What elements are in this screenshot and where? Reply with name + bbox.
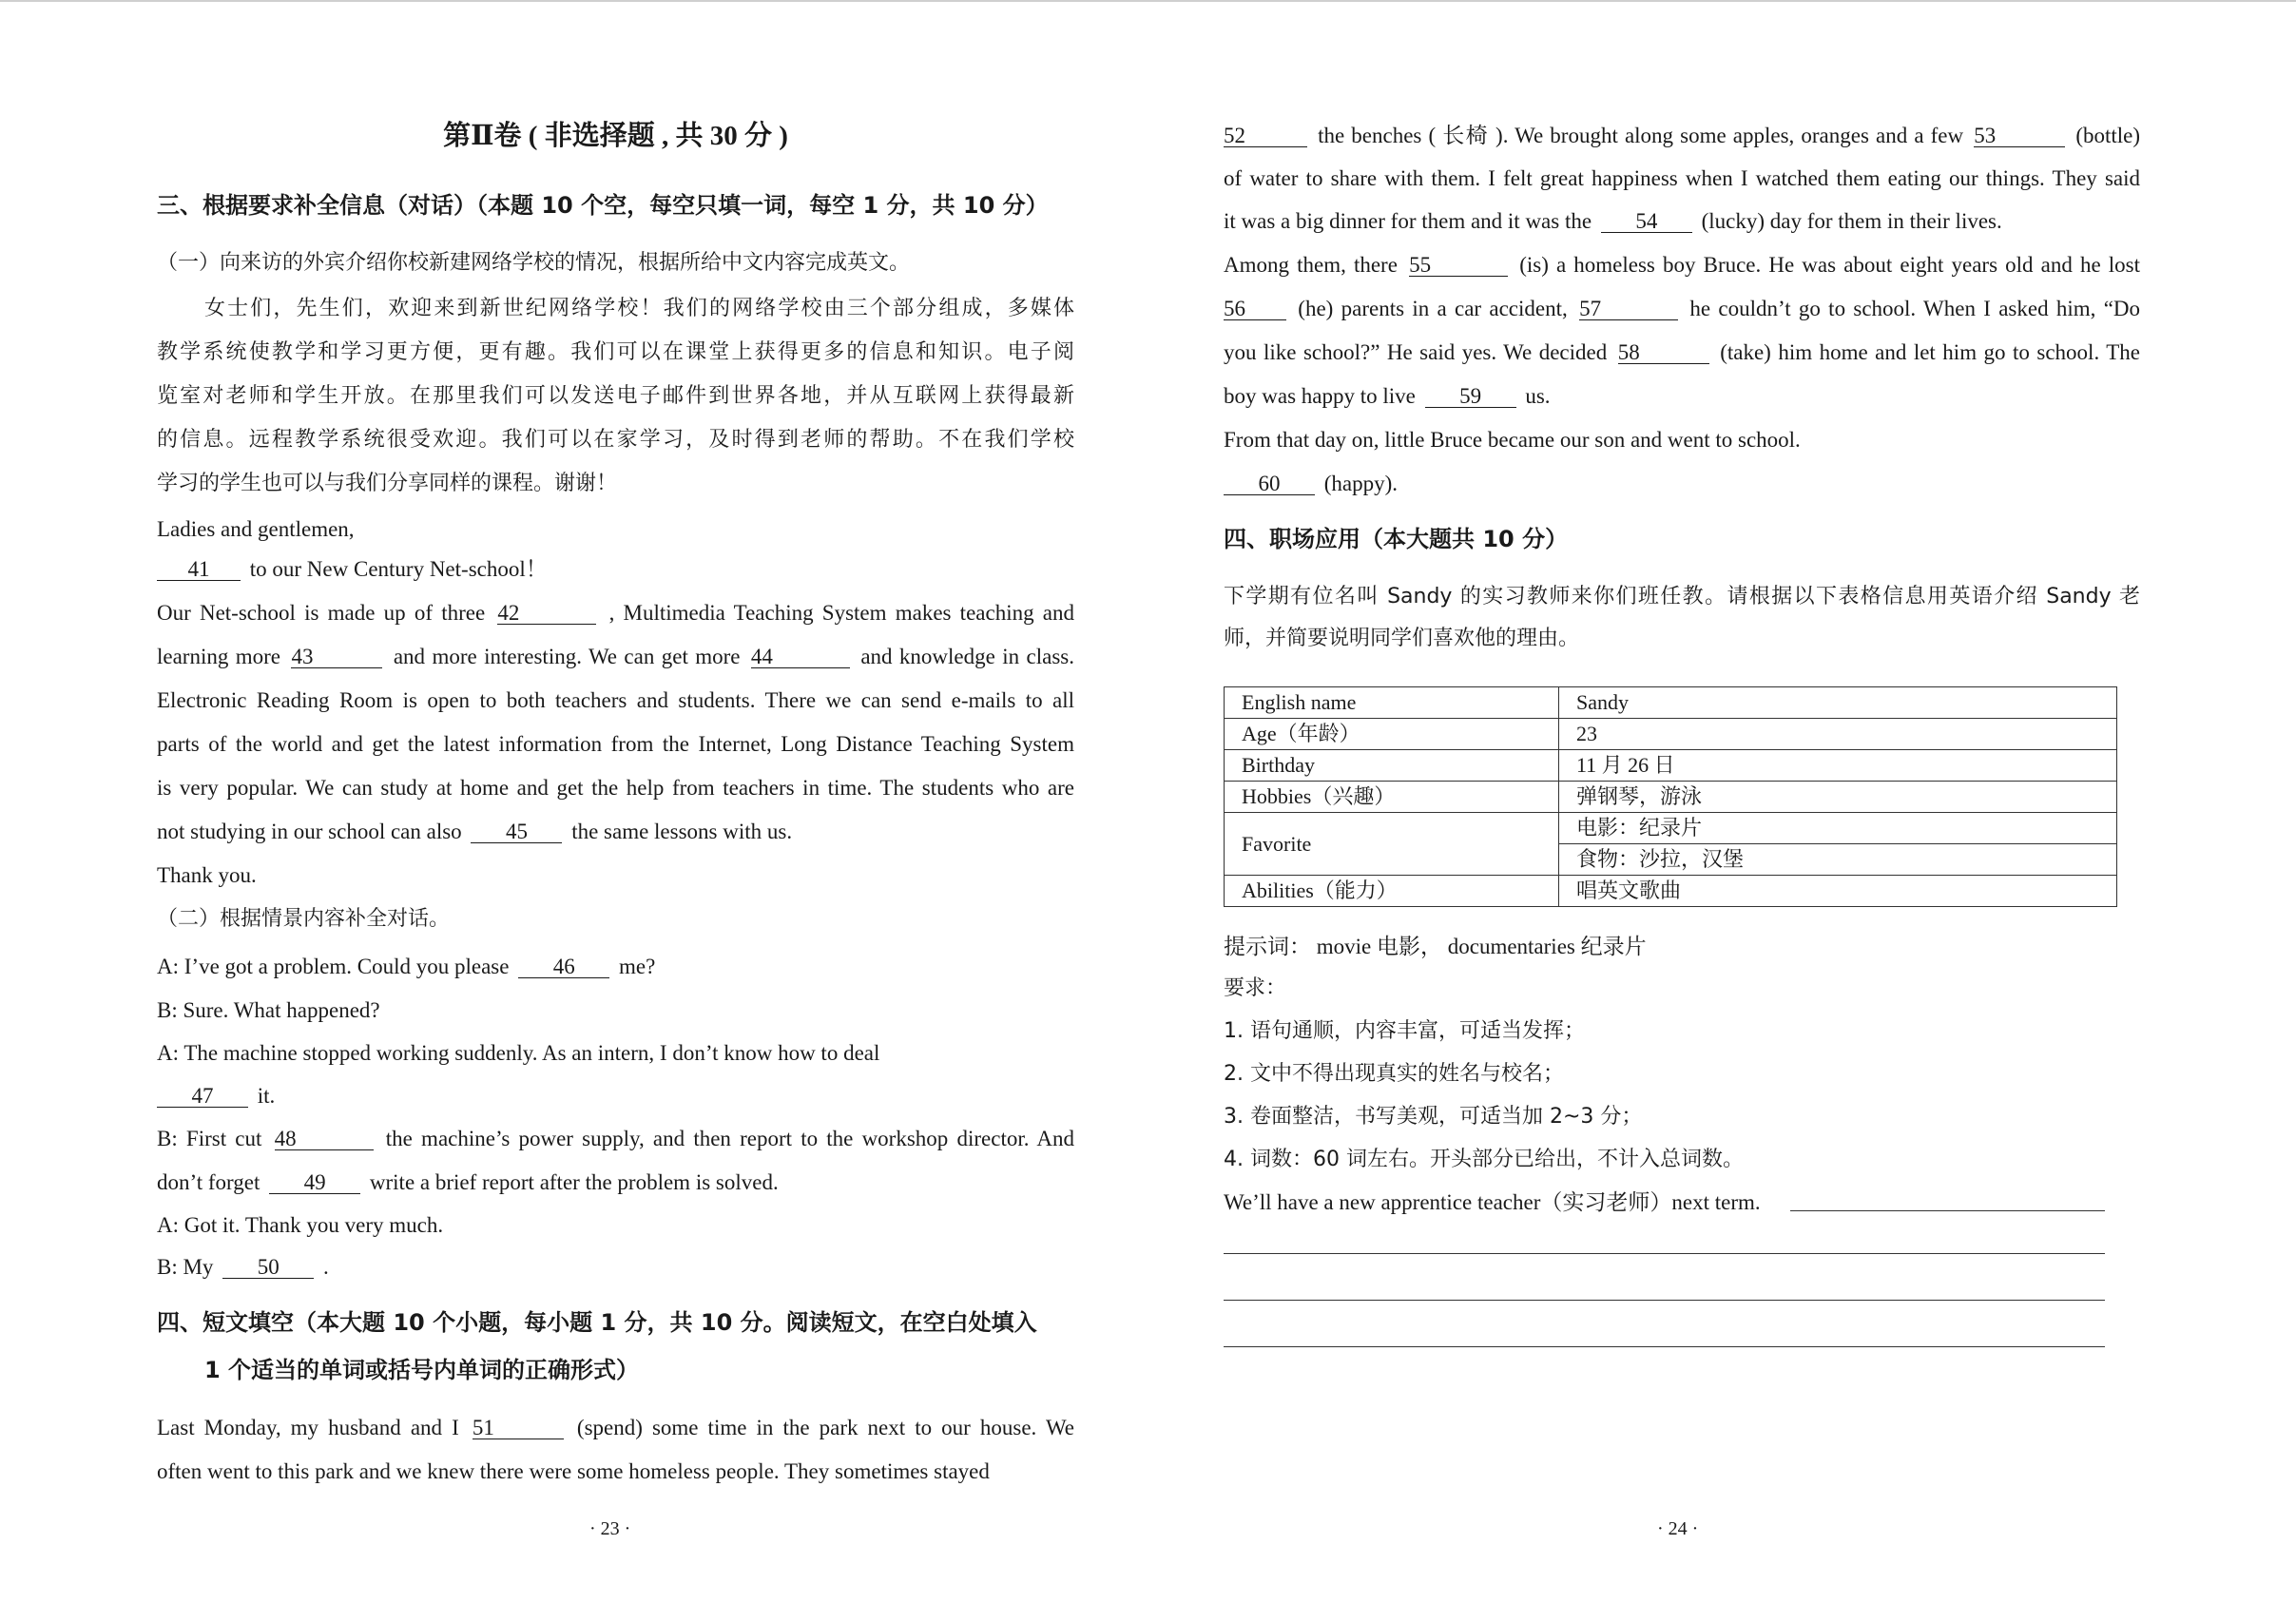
- passage-line-60: 60 (happy).: [1224, 470, 2140, 498]
- english-name-value: Sandy: [1559, 687, 2117, 719]
- cn-para-line-4: 的信息。远程教学系统很受欢迎。我们可以在家学习，及时得到老师的帮助。不在我们学校: [157, 428, 1074, 452]
- blank-55[interactable]: 55: [1409, 255, 1508, 277]
- passage-line-r2: of water to share with them. I felt great happiness when I watched them eating our things. They said: [1224, 166, 2140, 190]
- english-name-label: English name: [1225, 687, 1559, 719]
- blank-58[interactable]: 58: [1618, 342, 1709, 364]
- en-line-45: not studying in our school can also 45 the same lessons with us.: [157, 820, 793, 843]
- age-label: Age（年龄）: [1225, 719, 1559, 750]
- hint-words: 提示词： movie 电影， documentaries 纪录片: [1224, 935, 1647, 958]
- table-row: [1225, 782, 2117, 813]
- greeting: Ladies and gentlemen,: [157, 517, 355, 541]
- part1-heading: （一）向来访的外宾介绍你校新建网络学校的情况，根据所给中文内容完成英文。: [157, 251, 911, 275]
- passage-line-51: Last Monday, my husband and I 51 (spend) some time in the park next to our house. We: [157, 1416, 1075, 1439]
- en-line-43-44: learning more 43 and more interesting. We can get more 44 and knowledge in class.: [157, 645, 1074, 668]
- task-line-2: 师，并简要说明同学们喜欢他的理由。: [1224, 627, 1580, 650]
- birthday-value: 11 月 26 日: [1559, 750, 2117, 782]
- en-line-7: is very popular. We can study at home and get the help from teachers in time. The students who are: [157, 776, 1074, 800]
- requirements-label: 要求：: [1224, 976, 1287, 1000]
- teacher-info-table: [1224, 686, 2117, 907]
- dialog-line-3: A: The machine stopped working suddenly. As an intern, I don’t know how to deal: [157, 1041, 880, 1065]
- passage-line-2: often went to this park and we knew there were some homeless people. They sometimes stayed: [157, 1459, 990, 1483]
- page-24: [1224, 0, 2140, 1622]
- favorite-movie-value: 电影：纪录片: [1559, 813, 2117, 844]
- blank-46[interactable]: 46: [518, 956, 609, 978]
- blank-56[interactable]: 56: [1224, 299, 1286, 320]
- passage-line-52-53: 52 the benches ( 长椅 ). We brought along some apples, oranges and a few 53 (bottle): [1224, 124, 2141, 147]
- en-line-41: 41 to our New Century Net-school！: [157, 555, 1074, 584]
- thank-you: Thank you.: [157, 863, 257, 887]
- favorite-label: Favorite: [1225, 813, 1559, 876]
- cn-para-line-2: 教学系统使教学和学习更方便，更有趣。我们可以在课堂上获得更多的信息和知识。电子阅: [157, 340, 1074, 364]
- section4-heading-line-1: 四、短文填空（本大题 10 个小题，每小题 1 分，共 10 分。阅读短文，在空白处填入: [157, 1309, 1037, 1336]
- answer-line-3[interactable]: [1224, 1300, 2105, 1301]
- cn-para-line-1: 女士们，先生们，欢迎来到新世纪网络学校！我们的网络学校由三个部分组成，多媒体: [204, 297, 1074, 320]
- essay-starter: We’ll have a new apprentice teacher（实习老师）next term.: [1224, 1190, 1761, 1214]
- blank-54[interactable]: 54: [1601, 211, 1692, 233]
- age-value: 23: [1559, 719, 2117, 750]
- section4-workplace-heading: 四、职场应用（本大题共 10 分）: [1224, 526, 1569, 552]
- blank-57[interactable]: 57: [1579, 299, 1678, 320]
- abilities-label: Abilities（能力）: [1225, 876, 1559, 907]
- page-23: [157, 0, 1074, 1622]
- page-number-23: · 23 ·: [589, 1518, 631, 1539]
- answer-line-4[interactable]: [1224, 1346, 2105, 1347]
- table-row: [1225, 719, 2117, 750]
- dialog-line-7: A: Got it. Thank you very much.: [157, 1213, 444, 1237]
- en-line-5: Electronic Reading Room is open to both teachers and students. There we can send e-mails to all: [157, 688, 1074, 712]
- blank-44[interactable]: 44: [751, 647, 850, 668]
- blank-49[interactable]: 49: [269, 1172, 360, 1194]
- en-line-6: parts of the world and get the latest information from the Internet, Long Distance Teaching System: [157, 732, 1074, 756]
- dialog-line-49: don’t forget 49 write a brief report after the problem is solved.: [157, 1170, 779, 1194]
- table-row: [1225, 687, 2117, 719]
- blank-51[interactable]: 51: [473, 1418, 564, 1439]
- blank-52[interactable]: 52: [1224, 126, 1307, 147]
- dialog-line-2: B: Sure. What happened?: [157, 998, 380, 1022]
- en-line-42: Our Net-school is made up of three 42 , Multimedia Teaching System makes teaching and: [157, 601, 1074, 625]
- cn-para-line-5: 学习的学生也可以与我们分享同样的课程。谢谢！: [157, 472, 618, 495]
- requirement-1: 1. 语句通顺，内容丰富，可适当发挥；: [1224, 1019, 1585, 1043]
- table-row: [1225, 876, 2117, 907]
- passage-line-r8: From that day on, little Bruce became our son and went to school.: [1224, 428, 1801, 452]
- blank-53[interactable]: 53: [1974, 126, 2065, 147]
- passage-line-56-57: 56 (he) parents in a car accident, 57 he couldn’t go to school. When I asked him, “Do: [1224, 297, 2141, 320]
- favorite-food-value: 食物：沙拉，汉堡: [1559, 844, 2117, 876]
- blank-45[interactable]: 45: [471, 821, 562, 843]
- answer-line-2[interactable]: [1224, 1253, 2105, 1254]
- passage-line-55: Among them, there 55 (is) a homeless boy Bruce. He was about eight years old and he lost: [1224, 253, 2141, 277]
- requirement-3: 3. 卷面整洁，书写美观，可适当加 2~3 分；: [1224, 1105, 1643, 1129]
- hobbies-value: 弹钢琴，游泳: [1559, 782, 2117, 813]
- page-number-24: · 24 ·: [1657, 1518, 1699, 1539]
- requirement-2: 2. 文中不得出现真实的姓名与校名；: [1224, 1062, 1564, 1086]
- blank-59[interactable]: 59: [1425, 386, 1516, 408]
- birthday-label: Birthday: [1225, 750, 1559, 782]
- abilities-value: 唱英文歌曲: [1559, 876, 2117, 907]
- blank-50[interactable]: 50: [222, 1257, 314, 1279]
- passage-line-54: it was a big dinner for them and it was the 54 (lucky) day for them in their lives.: [1224, 209, 2002, 233]
- blank-42[interactable]: 42: [497, 603, 596, 625]
- answer-line-1[interactable]: [1790, 1210, 2105, 1211]
- table-row: [1225, 813, 2117, 844]
- section3-heading: 三、根据要求补全信息（对话）（本题 10 个空，每空只填一词，每空 1 分，共 10 分）: [157, 192, 1049, 219]
- part2-title: 第Ⅱ卷 ( 非选择题 , 共 30 分 ): [443, 121, 788, 151]
- dialog-line-48: B: First cut 48 the machine’s power supply, and then report to the workshop director. And: [157, 1127, 1074, 1150]
- table-row: [1225, 750, 2117, 782]
- dialog-line-50: B: My 50 .: [157, 1255, 329, 1279]
- part2-heading: （二）根据情景内容补全对话。: [157, 907, 451, 931]
- dialog-line-47: 47 it.: [157, 1082, 1074, 1110]
- passage-line-58: you like school?” He said yes. We decided 58 (take) him home and let him go to school. The: [1224, 340, 2141, 364]
- blank-47[interactable]: 47: [157, 1086, 248, 1108]
- hobbies-label: Hobbies（兴趣）: [1225, 782, 1559, 813]
- blank-48[interactable]: 48: [275, 1129, 374, 1150]
- requirement-4: 4. 词数：60 词左右。开头部分已给出，不计入总词数。: [1224, 1148, 1744, 1171]
- blank-41[interactable]: 41: [157, 559, 241, 581]
- section4-heading-line-2: 1 个适当的单词或括号内单词的正确形式）: [204, 1357, 640, 1383]
- task-line-1: 下学期有位名叫 Sandy 的实习教师来你们班任教。请根据以下表格信息用英语介绍 Sandy 老: [1224, 585, 2140, 608]
- blank-43[interactable]: 43: [291, 647, 382, 668]
- blank-60[interactable]: 60: [1224, 473, 1315, 495]
- dialog-line-46: A: I’ve got a problem. Could you please 46 me?: [157, 955, 656, 978]
- passage-line-59: boy was happy to live 59 us.: [1224, 384, 1551, 408]
- cn-para-line-3: 览室对老师和学生开放。在那里我们可以发送电子邮件到世界各地，并从互联网上获得最新: [157, 384, 1074, 408]
